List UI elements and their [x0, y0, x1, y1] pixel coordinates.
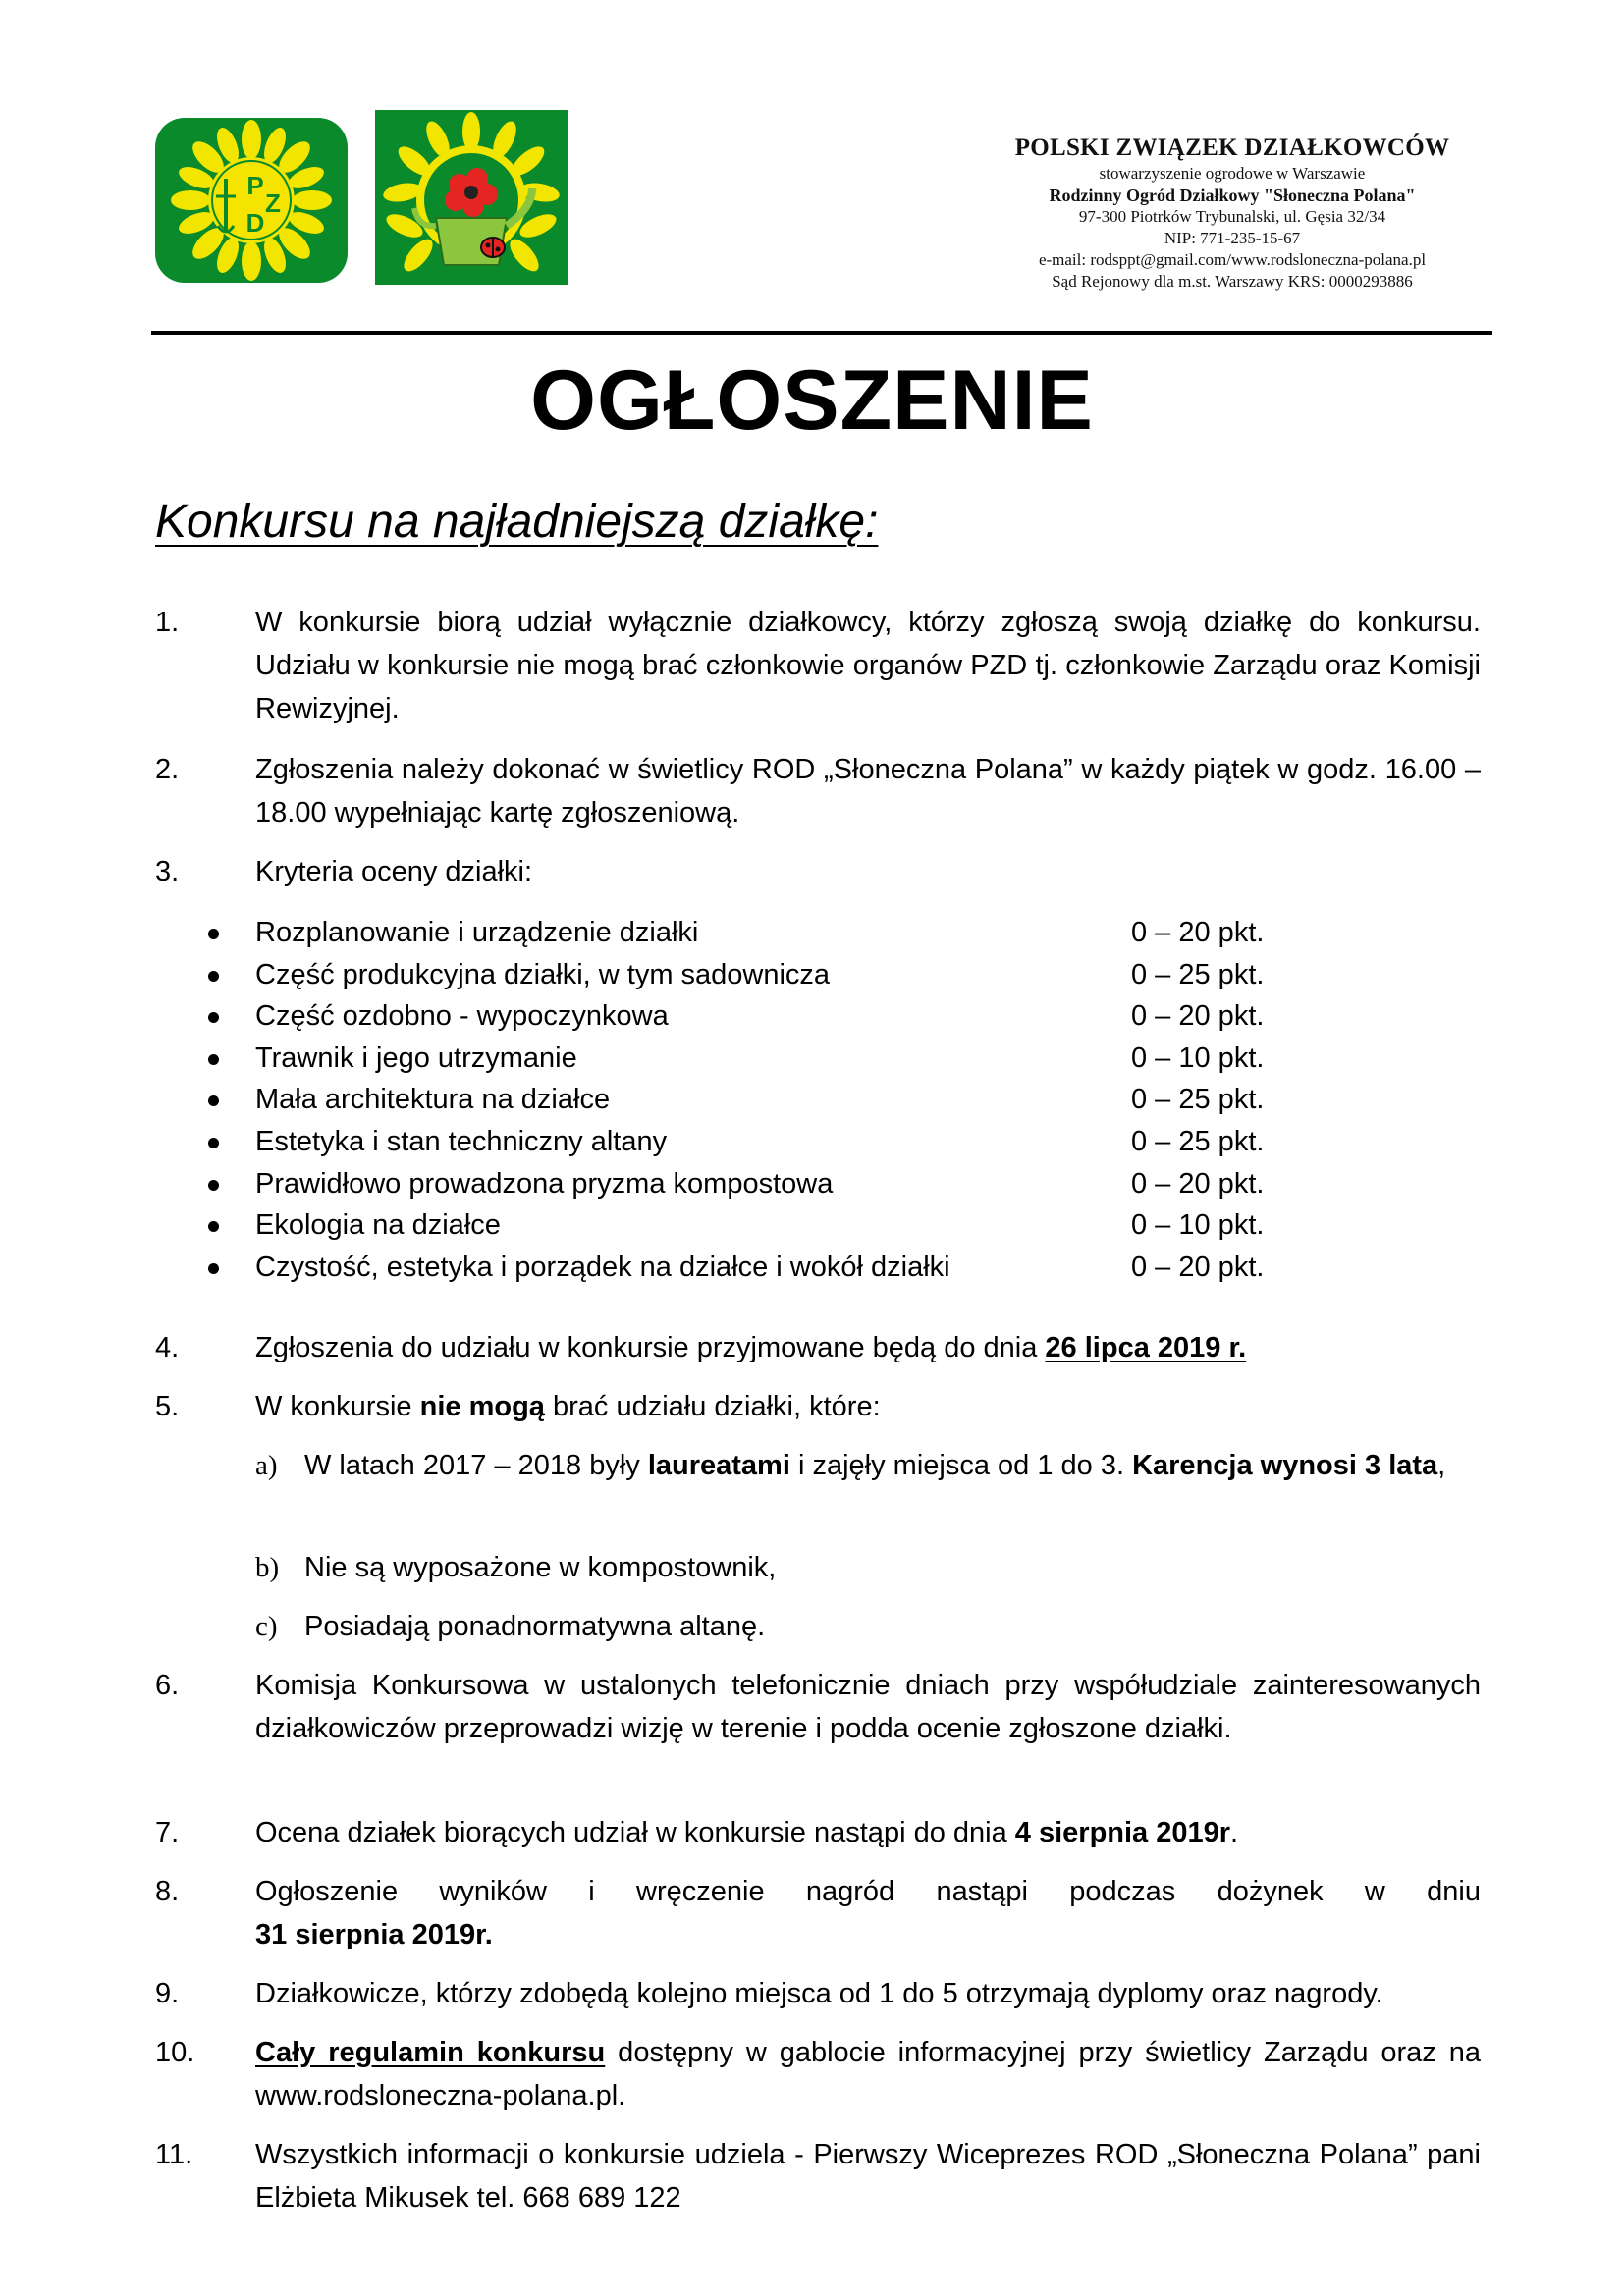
- item-text: Kryteria oceny działki:: [255, 856, 533, 887]
- garden-nip: NIP: 771-235-15-67: [1164, 229, 1301, 247]
- item-text: Ogłoszenie wyników i wręczenie nagród nastąpi podczas dożynek w dniu: [255, 1876, 1481, 1907]
- results-date: 31 sierpnia 2019r.: [255, 1919, 493, 1950]
- item-text: W konkursie biorą udział wyłącznie działkowcy, którzy zgłoszą swoją działkę do konkursu. Udziału w konkursie nie mogą brać członkowie organów PZD tj. członkowie Zarządu oraz Komisji Rewizyjnej.: [255, 607, 1481, 724]
- criteria-points: 0 – 25 pkt.: [1131, 1084, 1265, 1115]
- item-number: 9.: [155, 1978, 180, 2009]
- item-text-part: .: [1230, 1817, 1239, 1848]
- item-number: 8.: [155, 1876, 180, 1907]
- item-text-part: Ocena działek biorących udział w konkursie nastąpi do dnia: [255, 1817, 1015, 1848]
- regulations-link-text: Cały regulamin konkursu: [255, 2037, 606, 2068]
- bullet-dot: [208, 929, 219, 939]
- sub-text: [304, 1444, 1481, 1487]
- sub-text-bold: Karencja wynosi 3 lata: [1132, 1450, 1438, 1481]
- page-subtitle: Konkursu na najładniejszą działkę:: [155, 496, 879, 548]
- bullet-dot: [208, 1180, 219, 1191]
- sub-text: Posiadają ponadnormatywna altanę.: [304, 1611, 766, 1642]
- criteria-points: 0 – 25 pkt.: [1131, 1126, 1265, 1157]
- item-text: Działkowicze, którzy zdobędą kolejno miejsca od 1 do 5 otrzymają dyplomy oraz nagrody.: [255, 1978, 1383, 2009]
- item-number: 7.: [155, 1817, 180, 1848]
- item-text-bold: nie mogą: [419, 1391, 545, 1422]
- item-number: 11.: [155, 2139, 193, 2170]
- rod-sloneczna-polana-logo: [375, 110, 568, 285]
- garden-address: 97-300 Piotrków Trybunalski, ul. Gęsia 32/34: [1078, 207, 1386, 226]
- criteria-points: 0 – 25 pkt.: [1131, 959, 1265, 990]
- sub-text-bold: laureatami: [647, 1450, 790, 1481]
- sub-letter: a): [255, 1450, 278, 1481]
- criteria-points: 0 – 20 pkt.: [1131, 1168, 1265, 1200]
- criteria-points: 0 – 20 pkt.: [1131, 917, 1265, 948]
- garden-krs: Sąd Rejonowy dla m.st. Warszawy KRS: 0000293886: [1052, 272, 1413, 291]
- sub-letter: c): [255, 1611, 278, 1642]
- item-text-part: Zgłoszenia do udziału w konkursie przyjmowane będą do dnia: [255, 1332, 1046, 1363]
- header-divider: [151, 331, 1492, 335]
- bullet-dot: [208, 1095, 219, 1106]
- sub-text: Nie są wyposażone w kompostownik,: [304, 1552, 777, 1583]
- item-number: 4.: [155, 1332, 180, 1363]
- bullet-dot: [208, 971, 219, 982]
- item-number: 2.: [155, 754, 180, 785]
- item-text: Wszystkich informacji o konkursie udziela - Pierwszy Wiceprezes ROD „Słoneczna Polana” pani Elżbieta Mikusek tel. 668 689 122: [255, 2139, 1481, 2214]
- sub-text-part: i zajęły miejsca od 1 do 3.: [789, 1450, 1133, 1481]
- bullet-dot: [208, 1012, 219, 1023]
- item-text: Zgłoszenia należy dokonać w świetlicy ROD „Słoneczna Polana” w każdy piątek w godz. 16.00 – 18.00 wypełniając kartę zgłoszeniową.: [255, 754, 1481, 828]
- criteria-label: Czystość, estetyka i porządek na działce i wokół działki: [255, 1252, 950, 1283]
- item-text-part: brać udziału działki, które:: [544, 1391, 881, 1422]
- sub-text-part: ,: [1437, 1450, 1446, 1481]
- criteria-label: Rozplanowanie i urządzenie działki: [255, 917, 699, 948]
- criteria-label: Ekologia na działce: [255, 1209, 501, 1241]
- criteria-label: Estetyka i stan techniczny altany: [255, 1126, 668, 1157]
- item-number: 6.: [155, 1670, 180, 1701]
- criteria-label: Trawnik i jego utrzymanie: [255, 1042, 577, 1074]
- item-text: [255, 1385, 1481, 1428]
- bullet-dot: [208, 1221, 219, 1232]
- pzd-letter-z: Z: [265, 188, 281, 218]
- item-number: 1.: [155, 607, 180, 638]
- item-number: 5.: [155, 1391, 180, 1422]
- page-title: OGŁOSZENIE: [530, 353, 1094, 448]
- bullet-dot: [208, 1138, 219, 1148]
- item-text: [255, 1326, 1481, 1369]
- sub-letter: b): [255, 1552, 280, 1583]
- criteria-points: 0 – 10 pkt.: [1131, 1209, 1265, 1241]
- item-number: 10.: [155, 2037, 195, 2068]
- sub-text-part: W latach 2017 – 2018 były: [304, 1450, 648, 1481]
- criteria-label: Część ozdobno - wypoczynkowa: [255, 1000, 669, 1032]
- item-text: [255, 1811, 1481, 1854]
- deadline-date: 26 lipca 2019 r.: [1045, 1332, 1247, 1363]
- criteria-label: Mała architektura na działce: [255, 1084, 611, 1115]
- item-text: Komisja Konkursowa w ustalonych telefonicznie dniach przy współudziale zainteresowanych działkowiczów przeprowadzi wizję w terenie i podda ocenie zgłoszone działki.: [255, 1670, 1481, 1744]
- item-text-part: W konkursie: [255, 1391, 420, 1422]
- pzd-logo: [153, 116, 350, 285]
- organization-header: [967, 133, 1497, 293]
- criteria-label: Prawidłowo prowadzona pryzma kompostowa: [255, 1168, 834, 1200]
- garden-name: Rodzinny Ogród Działkowy "Słoneczna Polana": [1049, 186, 1416, 205]
- criteria-points: 0 – 20 pkt.: [1131, 1000, 1265, 1032]
- criteria-label: Część produkcyjna działki, w tym sadownicza: [255, 959, 831, 990]
- evaluation-date: 4 sierpnia 2019r: [1014, 1817, 1231, 1848]
- bullet-dot: [208, 1054, 219, 1065]
- item-text-part: dostępny w gablocie informacyjnej przy świetlicy Zarządu oraz na www.rodsloneczna-polana.pl.: [255, 2037, 1481, 2111]
- organization-name: POLSKI ZWIĄZEK DZIAŁKOWCÓW: [1014, 134, 1450, 161]
- item-number: 3.: [155, 856, 180, 887]
- item-text: [255, 2031, 1481, 2117]
- garden-email-www: e-mail: rodsppt@gmail.com/www.rodsloneczna-polana.pl: [1038, 250, 1427, 269]
- pzd-letter-p: P: [246, 171, 264, 200]
- pzd-letter-d: D: [245, 208, 265, 238]
- bullet-dot: [208, 1263, 219, 1274]
- criteria-points: 0 – 20 pkt.: [1131, 1252, 1265, 1283]
- criteria-points: 0 – 10 pkt.: [1131, 1042, 1265, 1074]
- organization-subline: stowarzyszenie ogrodowe w Warszawie: [1099, 164, 1366, 183]
